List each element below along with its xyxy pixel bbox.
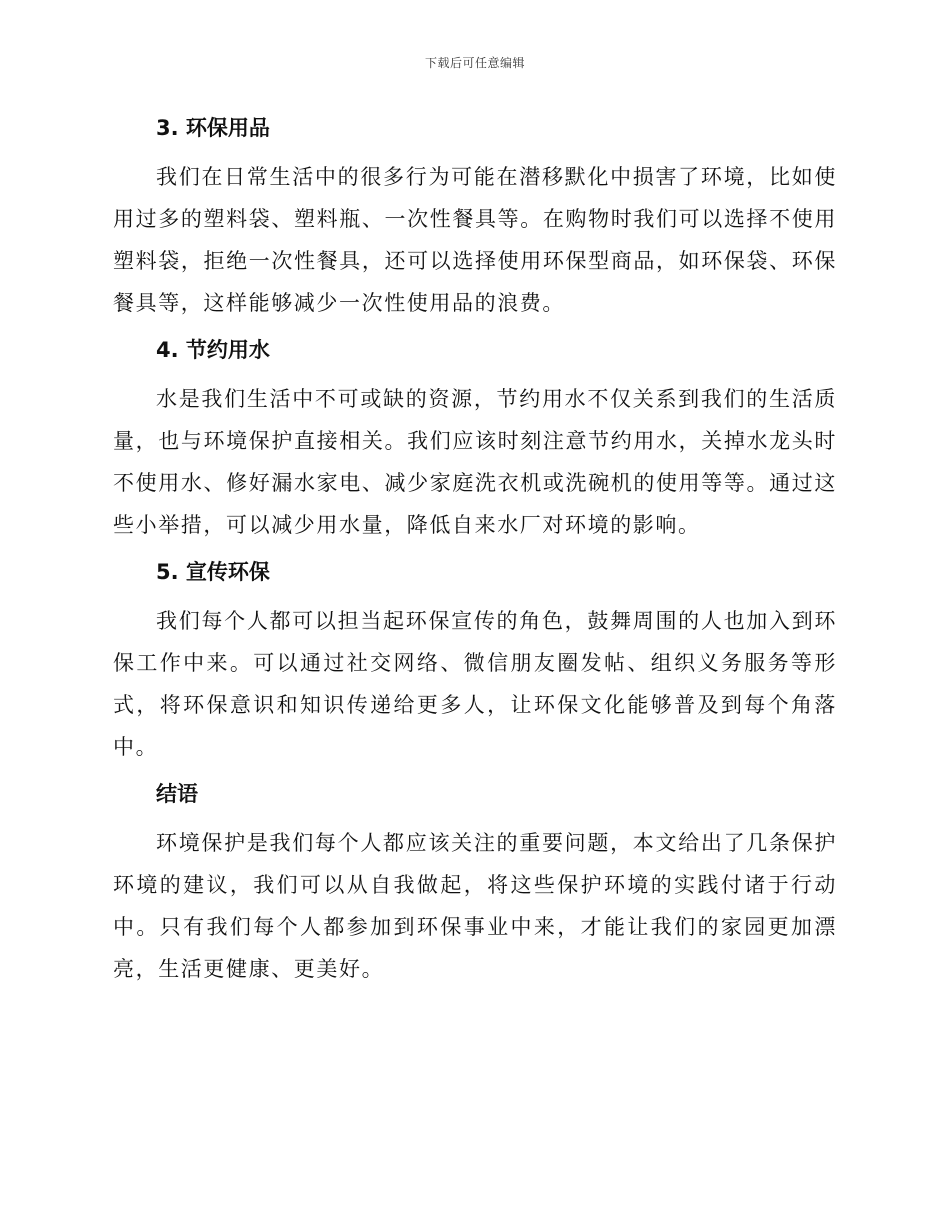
section-paragraph: 我们在日常生活中的很多行为可能在潜移默化中损害了环境，比如使用过多的塑料袋、塑料瓶、一次性餐具等。在购物时我们可以选择不使用塑料袋，拒绝一次性餐具，还可以选择使用环保型商品，如环保袋、环保餐具等，这样能够减少一次性使用品的浪费。 xyxy=(113,165,837,315)
document-body xyxy=(113,110,837,998)
section-heading: 5. 宣传环保 xyxy=(156,560,270,584)
section-paragraph: 我们每个人都可以担当起环保宣传的角色，鼓舞周围的人也加入到环保工作中来。可以通过社交网络、微信朋友圈发帖、组织义务服务等形式，将环保意识和知识传递给更多人，让环保文化能够普及到每个角落中。 xyxy=(113,609,837,759)
section-heading: 4. 节约用水 xyxy=(156,338,270,362)
section-save-water xyxy=(113,332,837,546)
page-header: 下载后可任意编辑 xyxy=(424,56,525,70)
section-eco-products xyxy=(113,110,837,324)
section-heading: 结语 xyxy=(156,782,198,806)
section-promote-eco xyxy=(113,554,837,768)
section-paragraph: 水是我们生活中不可或缺的资源，节约用水不仅关系到我们的生活质量，也与环境保护直接相关。我们应该时刻注意节约用水，关掉水龙头时不使用水、修好漏水家电、减少家庭洗衣机或洗碗机的使用等等。通过这些小举措，可以减少用水量，降低自来水厂对环境的影响。 xyxy=(113,387,837,537)
section-conclusion xyxy=(113,776,837,990)
section-heading: 3. 环保用品 xyxy=(156,116,270,140)
section-paragraph: 环境保护是我们每个人都应该关注的重要问题，本文给出了几条保护环境的建议，我们可以从自我做起，将这些保护环境的实践付诸于行动中。只有我们每个人都参加到环保事业中来，才能让我们的家园更加漂亮，生活更健康、更美好。 xyxy=(113,831,837,981)
